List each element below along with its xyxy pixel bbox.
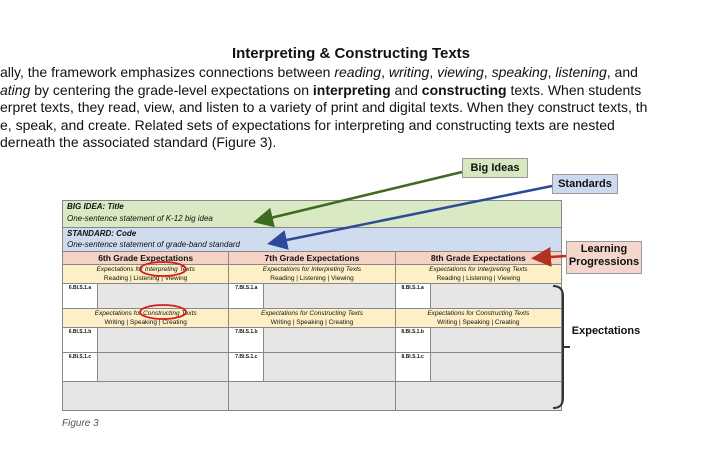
paragraph-line: ally, the framework emphasizes connections between reading, writing, viewing, speaking, listening, and: [0, 64, 638, 80]
expectation-cell: 7.BI.S.1.c: [229, 353, 394, 382]
learning-progressions-label: Learning Progressions: [566, 241, 642, 274]
standard-title: STANDARD: Code: [67, 229, 137, 238]
expectations-label: Expectations: [566, 320, 646, 342]
interpreting-header: Expectations for Interpreting Texts Reading | Listening | Viewing: [396, 265, 561, 284]
grade-header: 6th Grade Expectations: [63, 252, 228, 265]
big-ideas-label: Big Ideas: [462, 158, 528, 178]
standard-desc: One-sentence statement of grade-band standard: [67, 240, 240, 249]
constructing-header: Expectations for Constructing Texts Writing | Speaking | Creating: [396, 309, 561, 328]
constructing-header: Expectations for Constructing Texts Writing | Speaking | Creating: [229, 309, 394, 328]
section-heading: Interpreting & Constructing Texts: [231, 45, 471, 62]
expectation-cell: 6.BI.S.1.b: [63, 328, 228, 353]
big-ideas-arrow: [258, 172, 462, 221]
expectations-bracket: [553, 286, 570, 408]
expectation-cell: 8.BI.S.1.a: [396, 284, 561, 309]
paragraph-line: derneath the associated standard (Figure 3).: [0, 134, 277, 150]
expectation-cell: 7.BI.S.1.b: [229, 328, 394, 353]
paragraph-line: ating by centering the grade-level expectations on interpreting and constructing texts. When students: [0, 81, 642, 98]
constructing-header: Expectations for Constructing Texts Writing | Speaking | Creating: [63, 309, 228, 328]
constructing-circle: [140, 305, 186, 319]
standards-label: Standards: [552, 174, 618, 194]
expectation-cell: 6.BI.S.1.c: [63, 353, 228, 382]
paragraph-line: erpret texts, they read, view, and listen to a variety of print and digital texts. When they construct texts, th: [0, 99, 648, 115]
interpreting-circle: [140, 262, 186, 276]
grade-header: 8th Grade Expectations: [396, 252, 561, 265]
grade-header: 7th Grade Expectations: [229, 252, 394, 265]
expectation-cell: 8.BI.S.1.b: [396, 328, 561, 353]
interpreting-header: Expectations for Interpreting Texts Reading | Listening | Viewing: [229, 265, 394, 284]
expectation-cell: 7.BI.S.1.a: [229, 284, 394, 309]
interpreting-header: Expectations for Interpreting Texts Reading | Listening | Viewing: [63, 265, 228, 284]
figure-caption: Figure 3: [62, 418, 99, 429]
learning-arrow: [536, 256, 566, 258]
big-idea-title: BIG IDEA: Title: [67, 202, 124, 211]
expectation-cell: 6.BI.S.1.a: [63, 284, 228, 309]
expectation-cell: 8.BI.S.1.c: [396, 353, 561, 382]
big-idea-desc: One-sentence statement of K-12 big idea: [67, 214, 213, 223]
standards-arrow: [272, 186, 552, 243]
paragraph-line: e, speak, and create. Related sets of expectations for interpreting and constructing texts are nested: [0, 116, 615, 133]
